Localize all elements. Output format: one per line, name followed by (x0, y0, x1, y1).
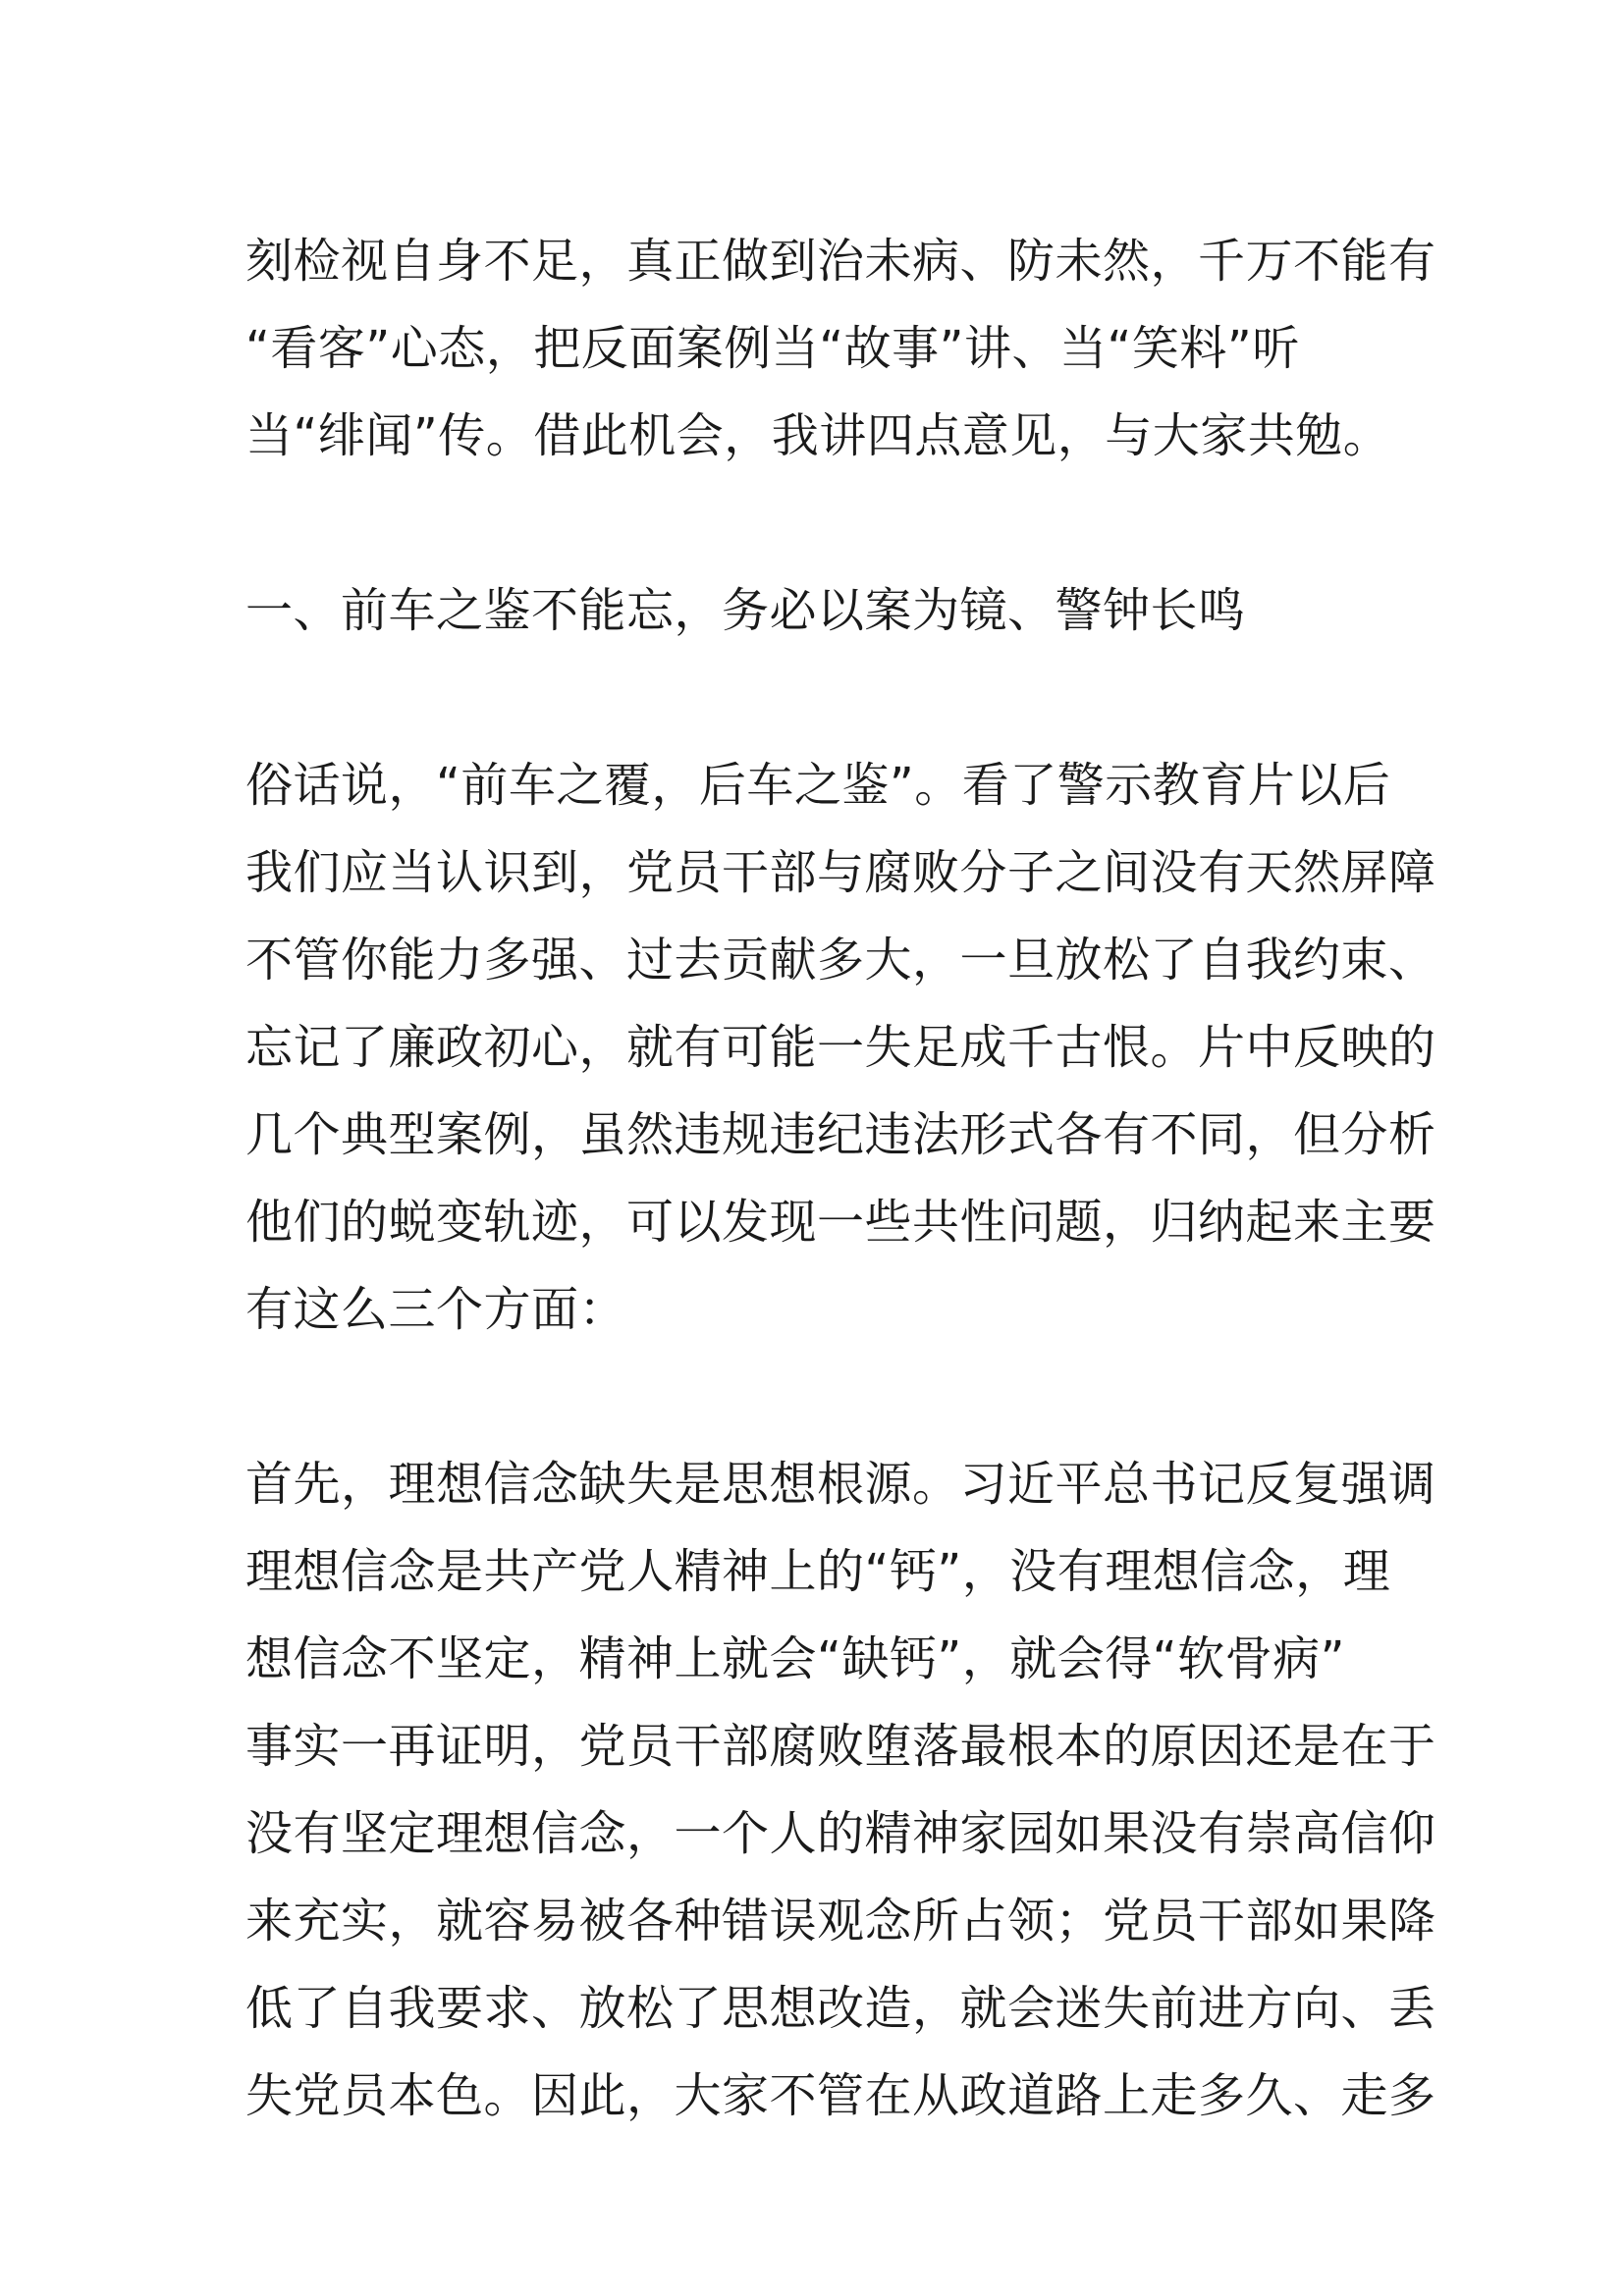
text-line: 首先，理想信念缺失是思想根源。习近平总书记反复强调 (245, 1457, 1436, 1512)
text-line: 没有坚定理想信念，一个人的精神家园如果没有崇高信仰 (245, 1806, 1436, 1861)
text-line: 我们应当认识到，党员干部与腐败分子之间没有天然屏障 (245, 845, 1436, 900)
document-body (245, 218, 1436, 2140)
paragraph-lessons (245, 742, 1436, 1354)
text-line: 事实一再证明，党员干部腐败堕落最根本的原因还是在于 (245, 1719, 1436, 1774)
text-line: “看客”心态，把反面案例当“故事”讲、当“笑料”听 (245, 321, 1300, 376)
section-heading-text: 一、前车之鉴不能忘，务必以案为镜、警钟长鸣 (245, 583, 1246, 638)
paragraph-intro (245, 218, 1436, 480)
text-line: 低了自我要求、放松了思想改造，就会迷失前进方向、丢 (245, 1981, 1436, 2036)
text-line: 想信念不坚定，精神上就会“缺钙”，就会得“软骨病” (245, 1631, 1345, 1686)
text-line: 他们的蜕变轨迹，可以发现一些共性问题，归纳起来主要 (245, 1195, 1436, 1250)
text-line: 刻检视自身不足，真正做到治未病、防未然，千万不能有 (245, 234, 1436, 289)
paragraph-spacer (245, 1354, 1384, 1441)
paragraph-first (245, 1441, 1436, 2140)
text-line: 有这么三个方面： (245, 1282, 627, 1337)
text-line: 当“绯闻”传。借此机会，我讲四点意见，与大家共勉。 (245, 408, 1391, 463)
paragraph-spacer (245, 655, 1384, 742)
text-line: 几个典型案例，虽然违规违纪违法形式各有不同，但分析 (245, 1107, 1436, 1162)
section-heading (245, 567, 1384, 655)
paragraph-spacer (245, 480, 1384, 567)
text-line: 理想信念是共产党人精神上的“钙”，没有理想信念，理 (245, 1544, 1391, 1599)
text-line: 俗话说，“前车之覆，后车之鉴”。看了警示教育片以后 (245, 758, 1391, 813)
text-line: 不管你能力多强、过去贡献多大，一旦放松了自我约束、 (245, 933, 1436, 988)
text-line: 失党员本色。因此，大家不管在从政道路上走多久、走多 (245, 2068, 1436, 2123)
text-line: 来充实，就容易被各种错误观念所占领；党员干部如果降 (245, 1894, 1436, 1949)
text-line: 忘记了廉政初心，就有可能一失足成千古恨。片中反映的 (245, 1020, 1436, 1075)
